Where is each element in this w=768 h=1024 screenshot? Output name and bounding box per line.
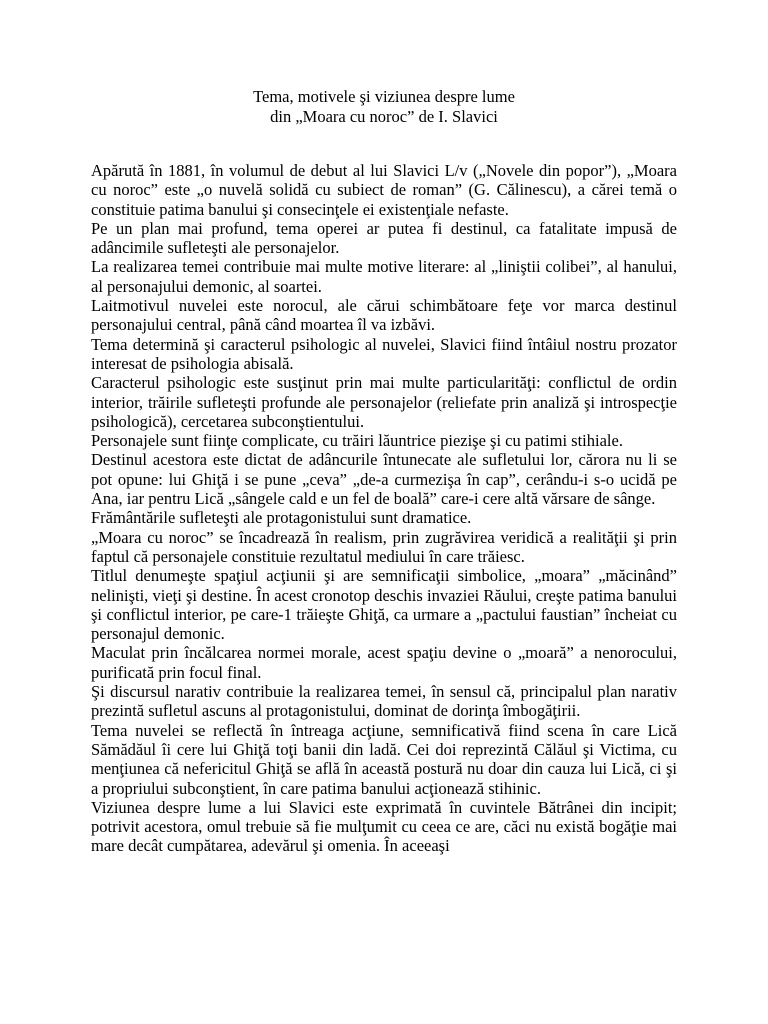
paragraph: Şi discursul narativ contribuie la realizarea temei, în sensul că, principalul plan narativ prezintă sufletul ascuns al protagonistului, dominat de dorinţa îmbogăţirii. xyxy=(91,682,677,721)
paragraph: Apărută în 1881, în volumul de debut al lui Slavici L/v („Novele din popor”), „Moara cu noroc” este „o nuvelă solidă cu subiect de roman” (G. Călinescu), a cărei temă o constituie patima banului şi consecinţele ei existenţiale nefaste. xyxy=(91,161,677,219)
paragraph: Caracterul psihologic este susţinut prin mai multe particularităţi: conflictul de ordin interior, trăirile sufleteşti profunde ale personajelor (reliefate prin analiză şi introspecţie psihologică), cercetarea subconştientului. xyxy=(91,373,677,431)
paragraph: Tema determină şi caracterul psihologic al nuvelei, Slavici fiind întâiul nostru prozator interesat de psihologia abisală. xyxy=(91,334,677,373)
document-title-line-2: din „Moara cu noroc” de I. Slavici xyxy=(270,107,498,126)
paragraph: Tema nuvelei se reflectă în întreaga acţiune, semnificativă fiind scena în care Lică Sămădăul îi cere lui Ghiţă toţi banii din ladă. Cei doi reprezintă Călăul şi Victima, cu menţiunea că nefericitul Ghiţă se află în această postură nu doar din cauza lui Lică, ci şi a propriului subconştient, în care patima banului acţionează stihinic. xyxy=(91,720,677,798)
paragraph: Frământările sufleteşti ale protagonistului sunt dramatice. xyxy=(91,508,472,528)
paragraph: La realizarea temei contribuie mai multe motive literare: al „liniştii colibei”, al hanului, al personajului demonic, al soartei. xyxy=(91,257,677,296)
document-title-line-1: Tema, motivele şi viziunea despre lume xyxy=(253,87,515,106)
paragraph: Pe un plan mai profund, tema operei ar putea fi destinul, ca fatalitate impusă de adâncimile sufleteşti ale personajelor. xyxy=(91,218,677,258)
paragraph: Destinul acestora este dictat de adâncurile întunecate ale sufletului lor, cărora nu li se pot opune: lui Ghiţă i se pune „ceva” „de-a curmezişa în cap”, cerându-i s-o ucidă pe Ana, iar pentru Lică „sângele cald e un fel de boală” care-i cere altă vărsare de sânge. xyxy=(91,450,677,509)
paragraph: Viziunea despre lume a lui Slavici este exprimată în cuvintele Bătrânei din incipit; potrivit acestora, omul trebuie să fie mulţumit cu ceea ce are, căci nu există bogăţie mai mare decât cumpătarea, adevărul şi omenia. În aceeaşi xyxy=(91,797,677,856)
paragraph: Titlul denumeşte spaţiul acţiunii şi are semnificaţii simbolice, „moara” „măcinând” nelinişti, vieţi şi destine. În acest cronotop deschis invaziei Răului, creşte patima banului şi conflictul interior, pe care-1 trăieşte Ghiţă, ca urmare a „pactului faustian” încheiat cu personajul demonic. xyxy=(91,566,677,644)
paragraph: „Moara cu noroc” se încadrează în realism, prin zugrăvirea veridică a realităţii şi prin faptul că personajele constituie rezultatul mediului în care trăiesc. xyxy=(91,527,677,566)
paragraph: Personajele sunt fiinţe complicate, cu trăiri lăuntrice piezişe şi cu patimi stihiale. xyxy=(91,431,623,451)
paragraph: Maculat prin încălcarea normei morale, acest spaţiu devine o „moară” a nenorocului, purificată prin focul final. xyxy=(91,643,677,682)
paragraph: Laitmotivul nuvelei este norocul, ale cărui schimbătoare feţe vor marca destinul personajului central, până când moartea îl va izbăvi. xyxy=(91,296,677,335)
document-body xyxy=(91,161,677,951)
